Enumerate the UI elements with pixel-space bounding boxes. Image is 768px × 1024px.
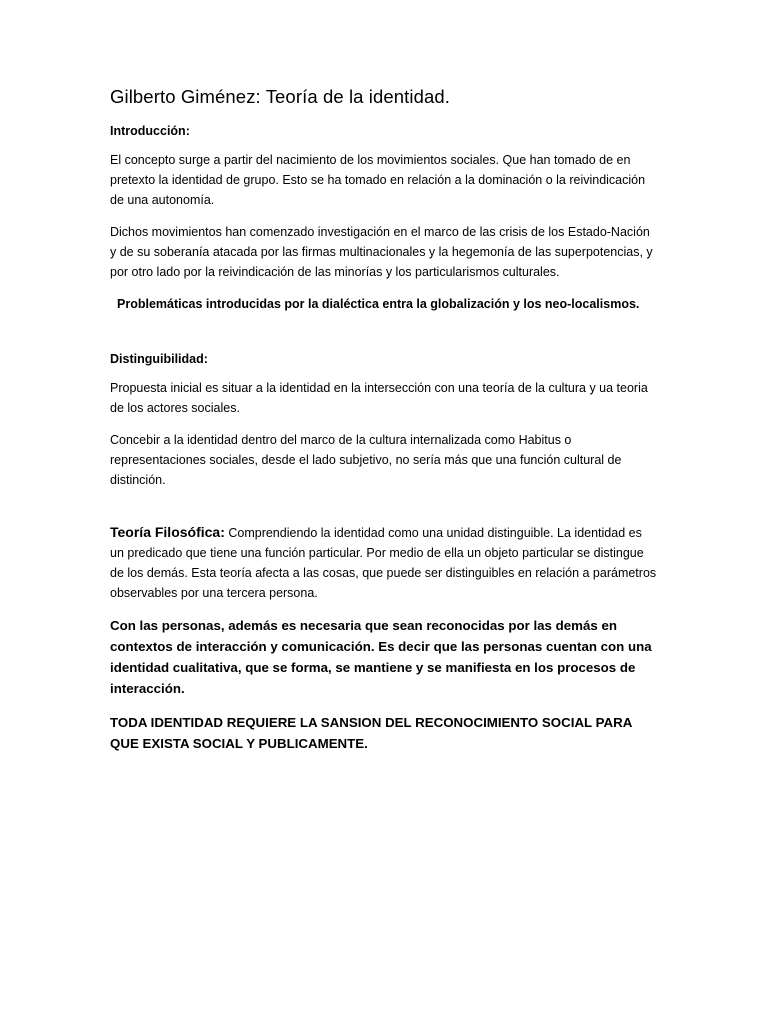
document-title: Gilberto Giménez: Teoría de la identidad. xyxy=(110,86,451,107)
paragraph-final-statement: TODA IDENTIDAD REQUIERE LA SANSION DEL RECONOCIMIENTO SOCIAL PARA QUE EXISTA SOCIAL Y PUBLICAMENTE. xyxy=(110,715,632,751)
paragraph-problematicas: Problemáticas introducidas por la dialéctica entra la globalización y los neo-localismos. xyxy=(117,297,640,311)
paragraph-intro-2: Dichos movimientos han comenzado investigación en el marco de las crisis de los Estado-Nación y de su soberanía atacada por las firmas multinacionales y la hegemonía de las superpotencias, y por otro lado por la reivindicación de las minorías y los particularismos culturales. xyxy=(110,225,653,279)
document-body xyxy=(110,86,658,767)
section-heading-introduccion: Introducción: xyxy=(110,124,190,138)
paragraph-personas: Con las personas, además es necesaria que sean reconocidas por las demás en contextos de interacción y comunicación. Es decir que las personas cuentan con una identidad cualitativa, que se forma, se mantiene y se manifiesta en los procesos de interacción. xyxy=(110,618,652,696)
paragraph-intro-1: El concepto surge a partir del nacimiento de los movimientos sociales. Que han tomado de en pretexto la identidad de grupo. Esto se ha tomado en relación a la dominación o la reivindicación de una autonomía. xyxy=(110,153,646,207)
teoria-filosofica-text: Comprendiendo la identidad como una unidad distinguible. La identidad es un predicado que tiene una función particular. Por medio de ella un objeto particular se distingue de los demás. Esta teoría afecta a las cosas, que puede ser distinguibles en relación a parámetros observables por una tercera persona. xyxy=(110,526,657,600)
teoria-filosofica-label: Teoría Filosófica: xyxy=(110,524,225,540)
paragraph-dist-1: Propuesta inicial es situar a la identidad en la intersección con una teoría de la cultura y ua teoria de los actores sociales. xyxy=(110,381,648,415)
section-heading-distinguibilidad: Distinguibilidad: xyxy=(110,352,208,366)
paragraph-teoria-filosofica xyxy=(110,522,658,603)
paragraph-dist-2: Concebir a la identidad dentro del marco de la cultura internalizada como Habitus o representaciones sociales, desde el lado subjetivo, no sería más que una función cultural de distinción. xyxy=(110,433,622,487)
